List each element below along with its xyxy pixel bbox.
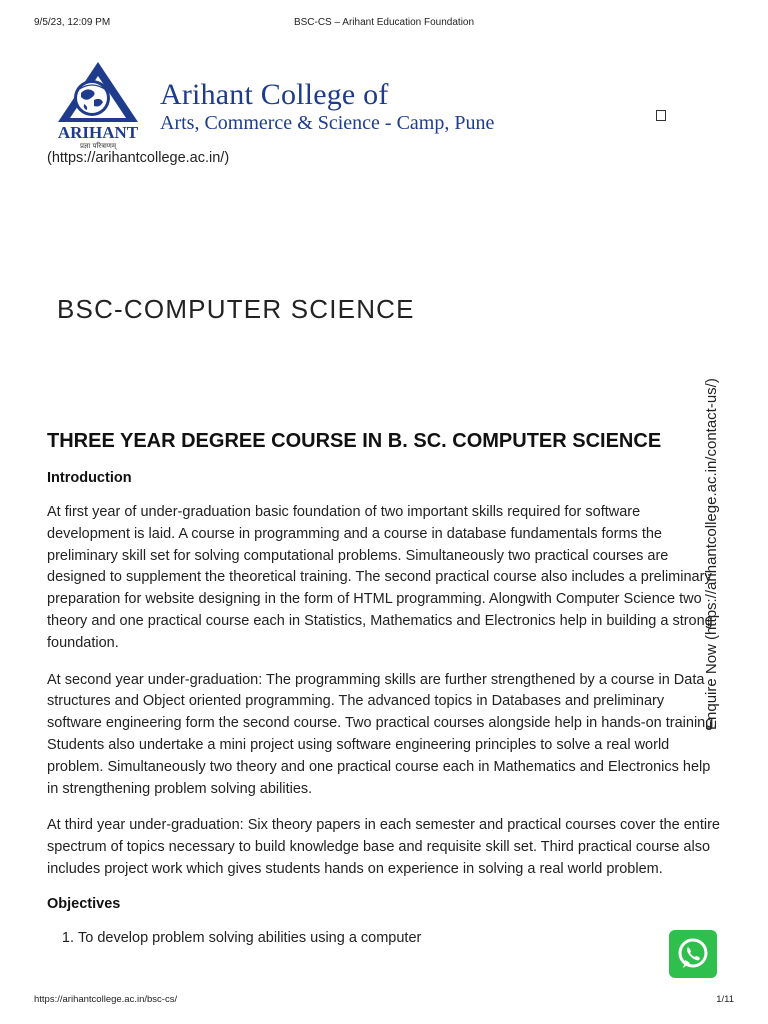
logo-motto: प्रज्ञा परित्राणम् [79, 142, 117, 150]
brand-subtitle: Arts, Commerce & Science - Camp, Pune [160, 112, 495, 134]
home-link[interactable]: (https://arihantcollege.ac.in/) [47, 150, 230, 166]
page-number: 1/11 [716, 994, 734, 1005]
print-header [0, 17, 768, 31]
footer-url: https://arihantcollege.ac.in/bsc-cs/ [34, 994, 178, 1005]
print-doc-title: BSC-CS – Arihant Education Foundation [293, 17, 475, 28]
brand-title: Arihant College of [160, 78, 389, 111]
paragraph-first-year: At first year of under-graduation basic foundation of two important skills required for software development is laid. A course in programming and a course in database fundamentals forms the preliminary skill set for solving computational problems. Simultaneously two practical courses are designed to supplement the theoretical training. The second practical course also includes a preliminary preparation for website designing in the form of HTML programming. Alongwith Computer Science two theory and one practical course each in Statistics, Mathematics and Electronics help in building a strong foundation. [47, 504, 713, 651]
enquire-now-link[interactable]: Enquire Now (https://arihantcollege.ac.in/contact-us/) [703, 378, 720, 730]
logo-emblem-icon [54, 60, 146, 150]
print-datetime: 9/5/23, 12:09 PM [34, 17, 111, 28]
paragraph-third-year: At third year under-graduation: Six theory papers in each semester and practical courses cover the entire spectrum of topics necessary to build knowledge base and requisite skill set. Third practical course also includes project work which gives students hands on experience in solving a real world problem. [47, 817, 720, 877]
print-footer [0, 994, 768, 1008]
objectives-list [47, 928, 721, 949]
main-content [47, 430, 721, 949]
logo-wordmark: ARIHANT [57, 123, 139, 142]
whatsapp-button[interactable] [669, 930, 717, 978]
paragraph-second-year: At second year under-graduation: The programming skills are further strengthened by a course in Data structures and Object oriented programming. The advanced topics in Databases and preliminary software engineering form the second course. Two practical courses alongside help in hands-on training. Students also undertake a mini project using software engineering principles to solve a real world problem. Simultaneously two theory and one practical course each in Mathematics and Electronics help in strengthening problem solving abilities. [47, 671, 718, 797]
whatsapp-icon [669, 930, 717, 978]
course-heading: THREE YEAR DEGREE COURSE IN B. SC. COMPUTER SCIENCE [47, 430, 662, 452]
objectives-label: Objectives [47, 895, 121, 912]
college-logo[interactable] [54, 60, 146, 150]
menu-box-icon[interactable] [656, 110, 666, 121]
objective-item: 1. To develop problem solving abilities using a computer [78, 928, 721, 949]
intro-label: Introduction [47, 470, 132, 486]
page-title: BSC-COMPUTER SCIENCE [57, 294, 415, 324]
